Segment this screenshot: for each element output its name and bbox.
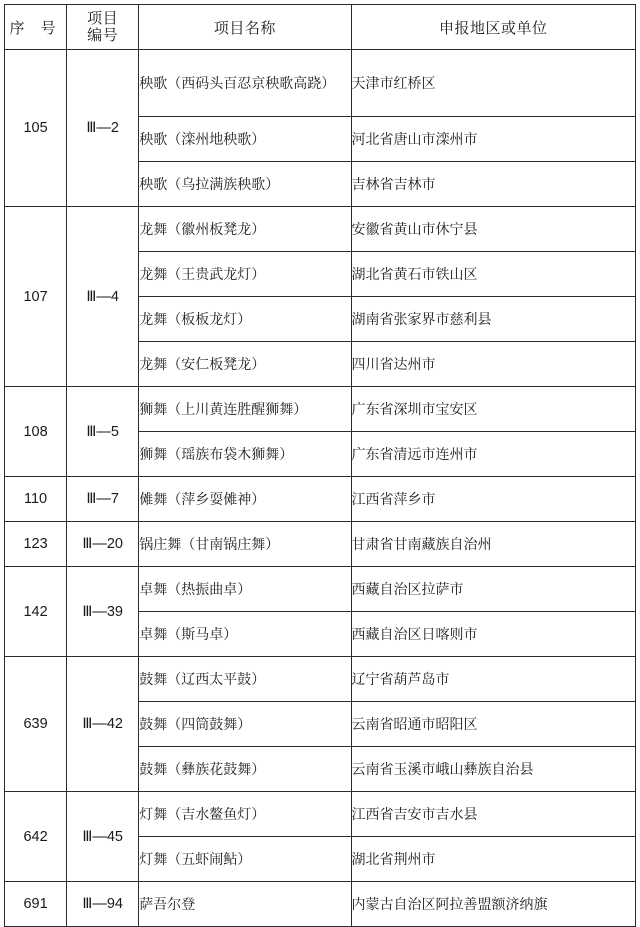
cell-declaring-region: 内蒙古自治区阿拉善盟额济纳旗 xyxy=(351,882,635,927)
cell-sequence-number: 639 xyxy=(5,657,67,792)
cell-project-name xyxy=(139,522,351,567)
column-header-sequence xyxy=(5,5,67,50)
table-body xyxy=(5,50,636,927)
cell-sequence-number: 123 xyxy=(5,522,67,567)
column-header-name xyxy=(139,5,351,50)
table-row xyxy=(5,387,636,432)
cell-declaring-region: 天津市红桥区 xyxy=(351,50,635,117)
cell-declaring-region: 西藏自治区日喀则市 xyxy=(351,612,635,657)
project-name-text: 狮舞（瑶族布袋木狮舞） xyxy=(139,445,294,462)
cell-declaring-region: 江西省萍乡市 xyxy=(351,477,635,522)
project-name-text: 鼓舞（四筒鼓舞） xyxy=(139,715,252,732)
project-name-text: 萨吾尔登 xyxy=(139,895,196,912)
cell-sequence-number: 691 xyxy=(5,882,67,927)
project-name-text: 傩舞（萍乡耍傩神） xyxy=(139,490,266,507)
column-header-sequence-label: 序 号 xyxy=(9,19,62,37)
project-name-text: 鼓舞（彝族花鼓舞） xyxy=(139,760,266,777)
cell-declaring-region: 湖北省荆州市 xyxy=(351,837,635,882)
cell-project-code: Ⅲ—2 xyxy=(67,50,139,207)
cell-sequence-number: 642 xyxy=(5,792,67,882)
cell-declaring-region: 西藏自治区拉萨市 xyxy=(351,567,635,612)
heritage-items-table xyxy=(4,4,636,927)
cell-project-code: Ⅲ—45 xyxy=(67,792,139,882)
cell-sequence-number: 110 xyxy=(5,477,67,522)
table-row xyxy=(5,882,636,927)
cell-declaring-region: 广东省深圳市宝安区 xyxy=(351,387,635,432)
cell-project-name xyxy=(139,702,351,747)
cell-sequence-number: 107 xyxy=(5,207,67,387)
cell-project-name xyxy=(139,162,351,207)
column-header-code-label-line2: 编号 xyxy=(87,27,119,44)
table-row xyxy=(5,477,636,522)
column-header-code xyxy=(67,5,139,50)
cell-project-name xyxy=(139,207,351,252)
table-row xyxy=(5,792,636,837)
cell-sequence-number: 142 xyxy=(5,567,67,657)
cell-project-code: Ⅲ—20 xyxy=(67,522,139,567)
project-name-text: 龙舞（板板龙灯） xyxy=(139,310,252,327)
table-header xyxy=(5,5,636,50)
cell-declaring-region: 云南省玉溪市峨山彝族自治县 xyxy=(351,747,635,792)
project-name-text: 卓舞（斯马卓） xyxy=(139,625,238,642)
table-row xyxy=(5,567,636,612)
table-header-row xyxy=(5,5,636,50)
cell-declaring-region: 云南省昭通市昭阳区 xyxy=(351,702,635,747)
column-header-name-label: 项目名称 xyxy=(213,19,276,37)
project-name-text: 灯舞（吉水鳌鱼灯） xyxy=(139,805,266,822)
project-name-text: 龙舞（安仁板凳龙） xyxy=(139,355,266,372)
cell-declaring-region: 辽宁省葫芦岛市 xyxy=(351,657,635,702)
cell-declaring-region: 四川省达州市 xyxy=(351,342,635,387)
project-name-text: 秧歌（西码头百忍京秧歌高跷） xyxy=(139,74,336,91)
cell-declaring-region: 吉林省吉林市 xyxy=(351,162,635,207)
project-name-text: 卓舞（热振曲卓） xyxy=(139,580,252,597)
project-name-text: 秧歌（滦州地秧歌） xyxy=(139,130,266,147)
table-row xyxy=(5,657,636,702)
cell-declaring-region: 湖南省张家界市慈利县 xyxy=(351,297,635,342)
table-row xyxy=(5,50,636,117)
cell-project-name xyxy=(139,657,351,702)
project-name-text: 秧歌（乌拉满族秧歌） xyxy=(139,175,280,192)
project-name-text: 鼓舞（辽西太平鼓） xyxy=(139,670,266,687)
cell-project-code: Ⅲ—4 xyxy=(67,207,139,387)
cell-project-name xyxy=(139,882,351,927)
cell-project-name xyxy=(139,117,351,162)
cell-project-name xyxy=(139,612,351,657)
cell-project-code: Ⅲ—94 xyxy=(67,882,139,927)
cell-project-name xyxy=(139,252,351,297)
project-name-text: 龙舞（王贵武龙灯） xyxy=(139,265,266,282)
cell-project-name xyxy=(139,50,351,117)
cell-project-name xyxy=(139,837,351,882)
cell-project-name xyxy=(139,297,351,342)
cell-sequence-number: 108 xyxy=(5,387,67,477)
cell-declaring-region: 甘肃省甘南藏族自治州 xyxy=(351,522,635,567)
cell-sequence-number: 105 xyxy=(5,50,67,207)
cell-declaring-region: 湖北省黄石市铁山区 xyxy=(351,252,635,297)
table-row xyxy=(5,522,636,567)
cell-project-name xyxy=(139,792,351,837)
project-name-text: 灯舞（五虾闹鲇） xyxy=(139,850,252,867)
cell-project-name xyxy=(139,567,351,612)
cell-declaring-region: 河北省唐山市滦州市 xyxy=(351,117,635,162)
column-header-region-label: 申报地区或单位 xyxy=(439,19,548,37)
cell-project-name xyxy=(139,747,351,792)
cell-project-code: Ⅲ—42 xyxy=(67,657,139,792)
column-header-code-label-line1: 项目 xyxy=(87,9,119,27)
project-name-text: 龙舞（徽州板凳龙） xyxy=(139,220,266,237)
cell-project-code: Ⅲ—5 xyxy=(67,387,139,477)
project-name-text: 锅庄舞（甘南锅庄舞） xyxy=(139,535,280,552)
cell-project-name xyxy=(139,387,351,432)
cell-project-name xyxy=(139,477,351,522)
cell-project-code: Ⅲ—7 xyxy=(67,477,139,522)
cell-project-name xyxy=(139,342,351,387)
cell-project-name xyxy=(139,432,351,477)
column-header-region xyxy=(351,5,635,50)
cell-project-code: Ⅲ—39 xyxy=(67,567,139,657)
cell-declaring-region: 江西省吉安市吉水县 xyxy=(351,792,635,837)
cell-declaring-region: 安徽省黄山市休宁县 xyxy=(351,207,635,252)
project-name-text: 狮舞（上川黄连胜醒狮舞） xyxy=(139,400,308,417)
table-row xyxy=(5,207,636,252)
cell-declaring-region: 广东省清远市连州市 xyxy=(351,432,635,477)
